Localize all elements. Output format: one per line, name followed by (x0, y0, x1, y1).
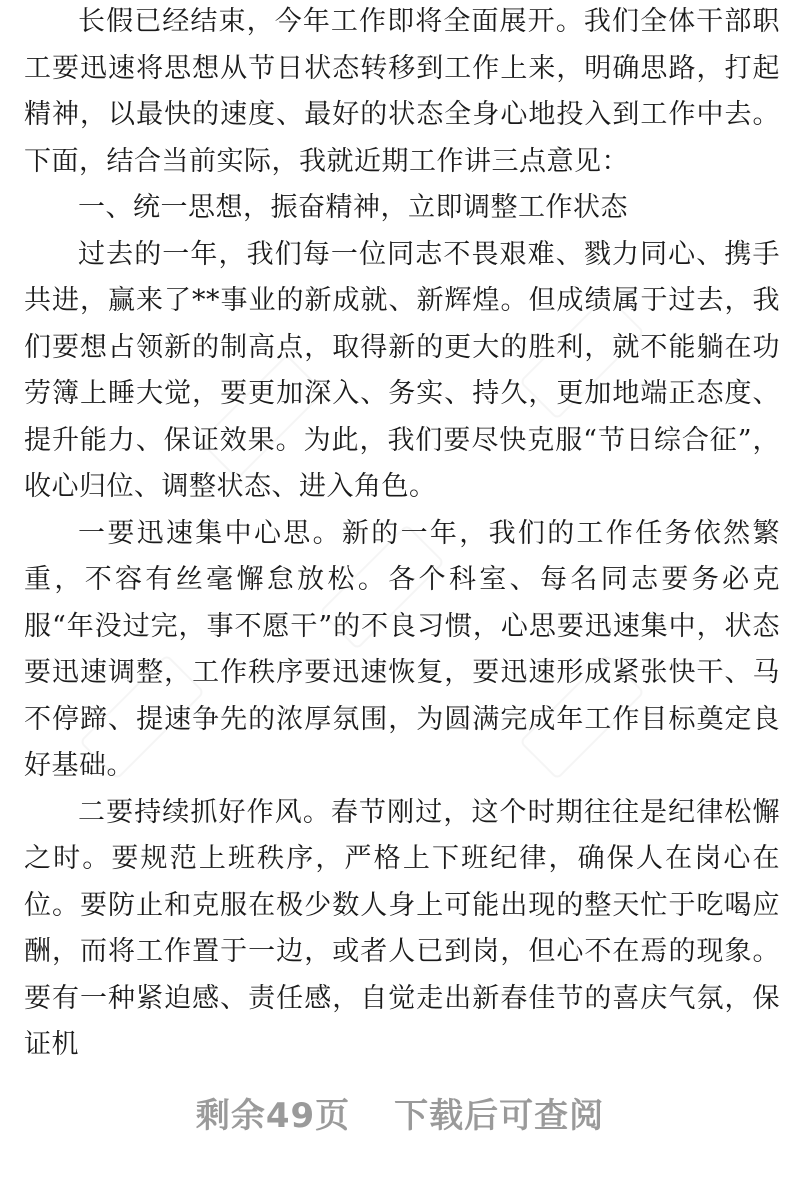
paragraph-intro: 长假已经结束，今年工作即将全面展开。我们全体干部职工要迅速将思想从节日状态转移到工作上来，明确思路，打起精神，以最快的速度、最好的状态全身心地投入到工作中去。下面，结合当前实际，我就近期工作讲三点意见： (24, 6, 780, 177)
paragraph-work-style: 二要持续抓好作风。春节刚过，这个时期往往是纪律松懈之时。要规范上班秩序，严格上下班纪律，确保人在岗心在位。要防止和克服在极少数人身上可能出现的整天忙于吃喝应酬，而将工作置于一边，或者人已到岗，但心不在焉的现象。要有一种紧迫感、责任感，自觉走出新春佳节的喜庆气氛，保证机 (24, 796, 780, 1060)
remaining-pages-label: 剩余49页 (195, 1096, 351, 1136)
paragraph-focus: 一要迅速集中心思。新的一年，我们的工作任务依然繁重，不容有丝毫懈怠放松。各个科室、每名同志要务必克服“年没过完，事不愿干”的不良习惯，心思要迅速集中，状态要迅速调整，工作秩序要迅速恢复，要迅速形成紧张快干、马不停蹄、提速争先的浓厚氛围，为圆满完成年工作目标奠定良好基础。 (24, 517, 780, 781)
download-prompt[interactable] (0, 1088, 800, 1137)
section-heading: 一、统一思想，振奋精神，立即调整工作状态 (78, 192, 628, 223)
document-body (24, 0, 780, 1069)
download-to-view-label: 下载后可查阅 (394, 1096, 605, 1136)
paragraph-past-year: 过去的一年，我们每一位同志不畏艰难、戮力同心、携手共进，赢来了**事业的新成就、新辉煌。但成绩属于过去，我们要想占领新的制高点，取得新的更大的胜利，就不能躺在功劳簿上睡大觉，要更加深入、务实、持久，更加地端正态度、提升能力、保证效果。为此，我们要尽快克服“节日综合征”，收心归位、调整状态、进入角色。 (24, 238, 780, 502)
